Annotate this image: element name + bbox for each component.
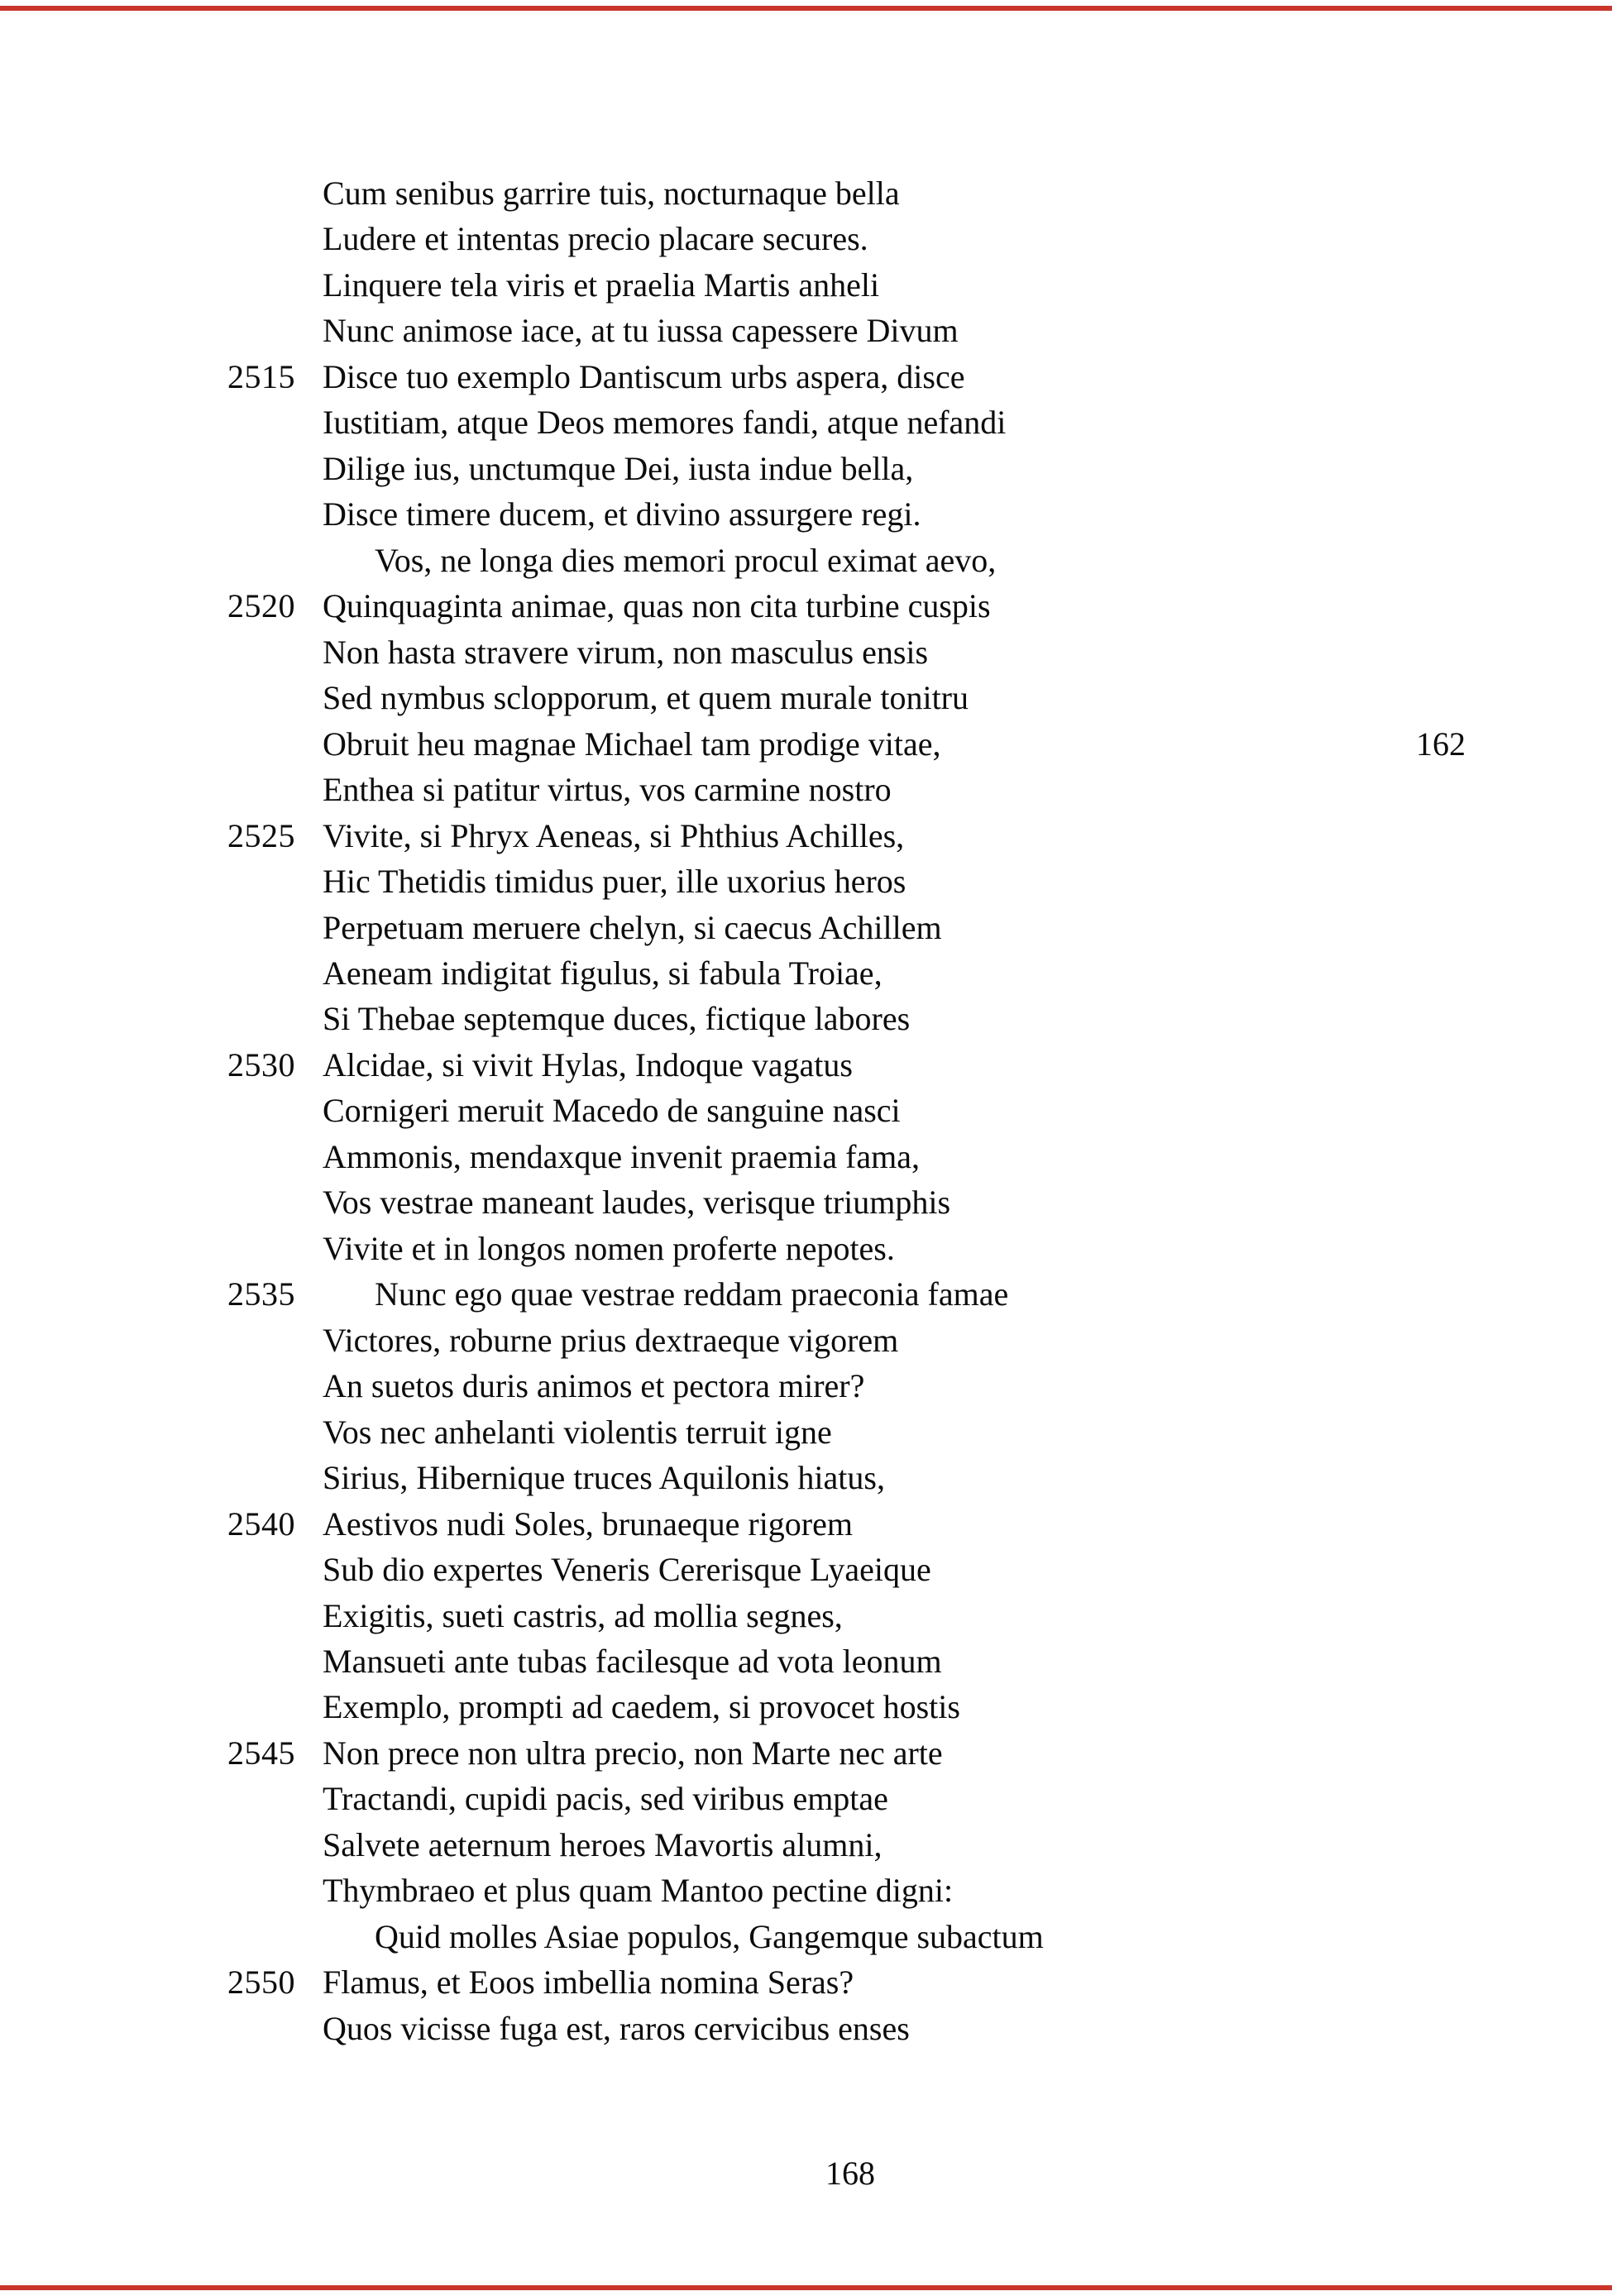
verse-line [0, 721, 1612, 767]
verse-line [0, 216, 1612, 261]
verse-text: Non hasta stravere virum, non masculus ensis [323, 633, 929, 671]
page-bottom-rule [0, 2285, 1612, 2290]
verse-line [0, 629, 1612, 675]
verse-line [0, 399, 1612, 445]
verse-text: Nunc ego quae vestrae reddam praeconia famae [375, 1275, 1009, 1313]
verse-line [0, 262, 1612, 308]
verse-line [0, 1042, 1612, 1088]
verse-line [0, 308, 1612, 353]
verse-text: Vivite, si Phryx Aeneas, si Phthius Achilles, [323, 816, 905, 854]
verse-text: Hic Thetidis timidus puer, ille uxorius heros [323, 863, 906, 901]
verse-text: Disce tuo exemplo Dantiscum urbs aspera, disce [323, 357, 965, 395]
verse-line [0, 170, 1612, 216]
verse-text: Vos nec anhelanti violentis terruit igne [323, 1413, 832, 1451]
page-top-rule [0, 6, 1612, 11]
verse-text: Exigitis, sueti castris, ad mollia segnes, [323, 1596, 843, 1634]
verse-text: Victores, roburne prius dextraeque vigorem [323, 1321, 899, 1359]
verse-line [0, 859, 1612, 904]
verse-line [0, 1088, 1612, 1133]
verse-text: Exemplo, prompti ad caedem, si provocet hostis [323, 1688, 960, 1726]
verse-text: An suetos duris animos et pectora mirer? [323, 1367, 865, 1405]
verse-text: Ludere et intentas precio placare secures. [323, 220, 868, 258]
verse-line [0, 1409, 1612, 1455]
verse-line [0, 1271, 1612, 1317]
margin-note: 162 [1416, 725, 1466, 763]
line-number: 2520 [227, 587, 295, 625]
page-number: 168 [825, 2155, 875, 2192]
verse-line [0, 538, 1612, 583]
verse-line [0, 1638, 1612, 1684]
verse-text: Non prece non ultra precio, non Marte nec arte [323, 1734, 943, 1772]
line-number: 2540 [227, 1504, 295, 1543]
verse-text: Si Thebae septemque duces, fictique labores [323, 1000, 911, 1038]
verse-line [0, 675, 1612, 720]
verse-line [0, 2006, 1612, 2051]
verse-text: Tractandi, cupidi pacis, sed viribus emptae [323, 1780, 888, 1818]
verse-line [0, 1822, 1612, 1868]
verse-text: Cornigeri meruit Macedo de sanguine nasci [323, 1092, 901, 1130]
verse-text: Aeneam indigitat figulus, si fabula Troiae, [323, 954, 883, 992]
verse-line [0, 996, 1612, 1041]
verse-line [0, 446, 1612, 491]
verse-line [0, 1730, 1612, 1776]
verse-text: Obruit heu magnae Michael tam prodige vitae, [323, 725, 941, 763]
verse-text: Dilige ius, unctumque Dei, iusta indue bella, [323, 449, 914, 487]
verse-line [0, 1455, 1612, 1500]
verse-line [0, 950, 1612, 996]
line-number: 2545 [227, 1734, 295, 1772]
verse-line [0, 1226, 1612, 1271]
verse-line [0, 1134, 1612, 1179]
verse-text: Alcidae, si vivit Hylas, Indoque vagatus [323, 1045, 853, 1083]
line-number: 2525 [227, 816, 295, 854]
line-number: 2535 [227, 1275, 295, 1313]
verse-line [0, 905, 1612, 950]
verse-text: Cum senibus garrire tuis, nocturnaque bella [323, 175, 900, 212]
verse-text: Mansueti ante tubas facilesque ad vota leonum [323, 1643, 942, 1680]
verse-line [0, 1593, 1612, 1638]
verse-text: Thymbraeo et plus quam Mantoo pectine digni: [323, 1872, 954, 1910]
verse-text: Quos vicisse fuga est, raros cervicibus enses [323, 2009, 910, 2047]
verse-text: Quid molles Asiae populos, Gangemque subactum [375, 1917, 1044, 1955]
verse-text: Vos vestrae maneant laudes, verisque triumphis [323, 1184, 951, 1222]
verse-text: Salvete aeternum heroes Mavortis alumni, [323, 1825, 883, 1863]
verse-text: Vos, ne longa dies memori procul eximat aevo, [375, 541, 997, 579]
verse-line [0, 1363, 1612, 1409]
verse-text: Sed nymbus sclopporum, et quem murale tonitru [323, 679, 969, 717]
verse-text: Sirius, Hibernique truces Aquilonis hiatus, [323, 1459, 885, 1497]
verse-line [0, 1179, 1612, 1225]
verse-line [0, 1501, 1612, 1547]
verse-text: Nunc animose iace, at tu iussa capessere Divum [323, 312, 959, 350]
verse-line [0, 1684, 1612, 1729]
verse-line [0, 813, 1612, 859]
verse-text: Quinquaginta animae, quas non cita turbine cuspis [323, 587, 991, 625]
verse-line [0, 354, 1612, 399]
line-number: 2550 [227, 1964, 295, 2002]
verse-line [0, 1959, 1612, 2005]
verse-line [0, 1776, 1612, 1821]
verse-line [0, 1547, 1612, 1592]
verse-text: Flamus, et Eoos imbellia nomina Seras? [323, 1964, 854, 2002]
verse-line [0, 1318, 1612, 1363]
verse-text: Sub dio expertes Veneris Cererisque Lyaeique [323, 1551, 931, 1589]
verse-text: Iustitiam, atque Deos memores fandi, atque nefandi [323, 404, 1007, 442]
poem-text-block [0, 170, 1612, 2051]
verse-text: Vivite et in longos nomen proferte nepotes. [323, 1229, 895, 1267]
line-number: 2515 [227, 357, 295, 395]
verse-text: Disce timere ducem, et divino assurgere regi. [323, 495, 921, 533]
verse-line [0, 1868, 1612, 1913]
verse-text: Linquere tela viris et praelia Martis anheli [323, 265, 880, 304]
verse-line [0, 1914, 1612, 1959]
verse-line [0, 767, 1612, 812]
verse-text: Aestivos nudi Soles, brunaeque rigorem [323, 1504, 853, 1543]
line-number: 2530 [227, 1045, 295, 1083]
verse-text: Perpetuam meruere chelyn, si caecus Achillem [323, 908, 942, 946]
verse-text: Enthea si patitur virtus, vos carmine nostro [323, 771, 892, 809]
verse-text: Ammonis, mendaxque invenit praemia fama, [323, 1137, 921, 1175]
verse-line [0, 491, 1612, 537]
verse-line [0, 583, 1612, 629]
